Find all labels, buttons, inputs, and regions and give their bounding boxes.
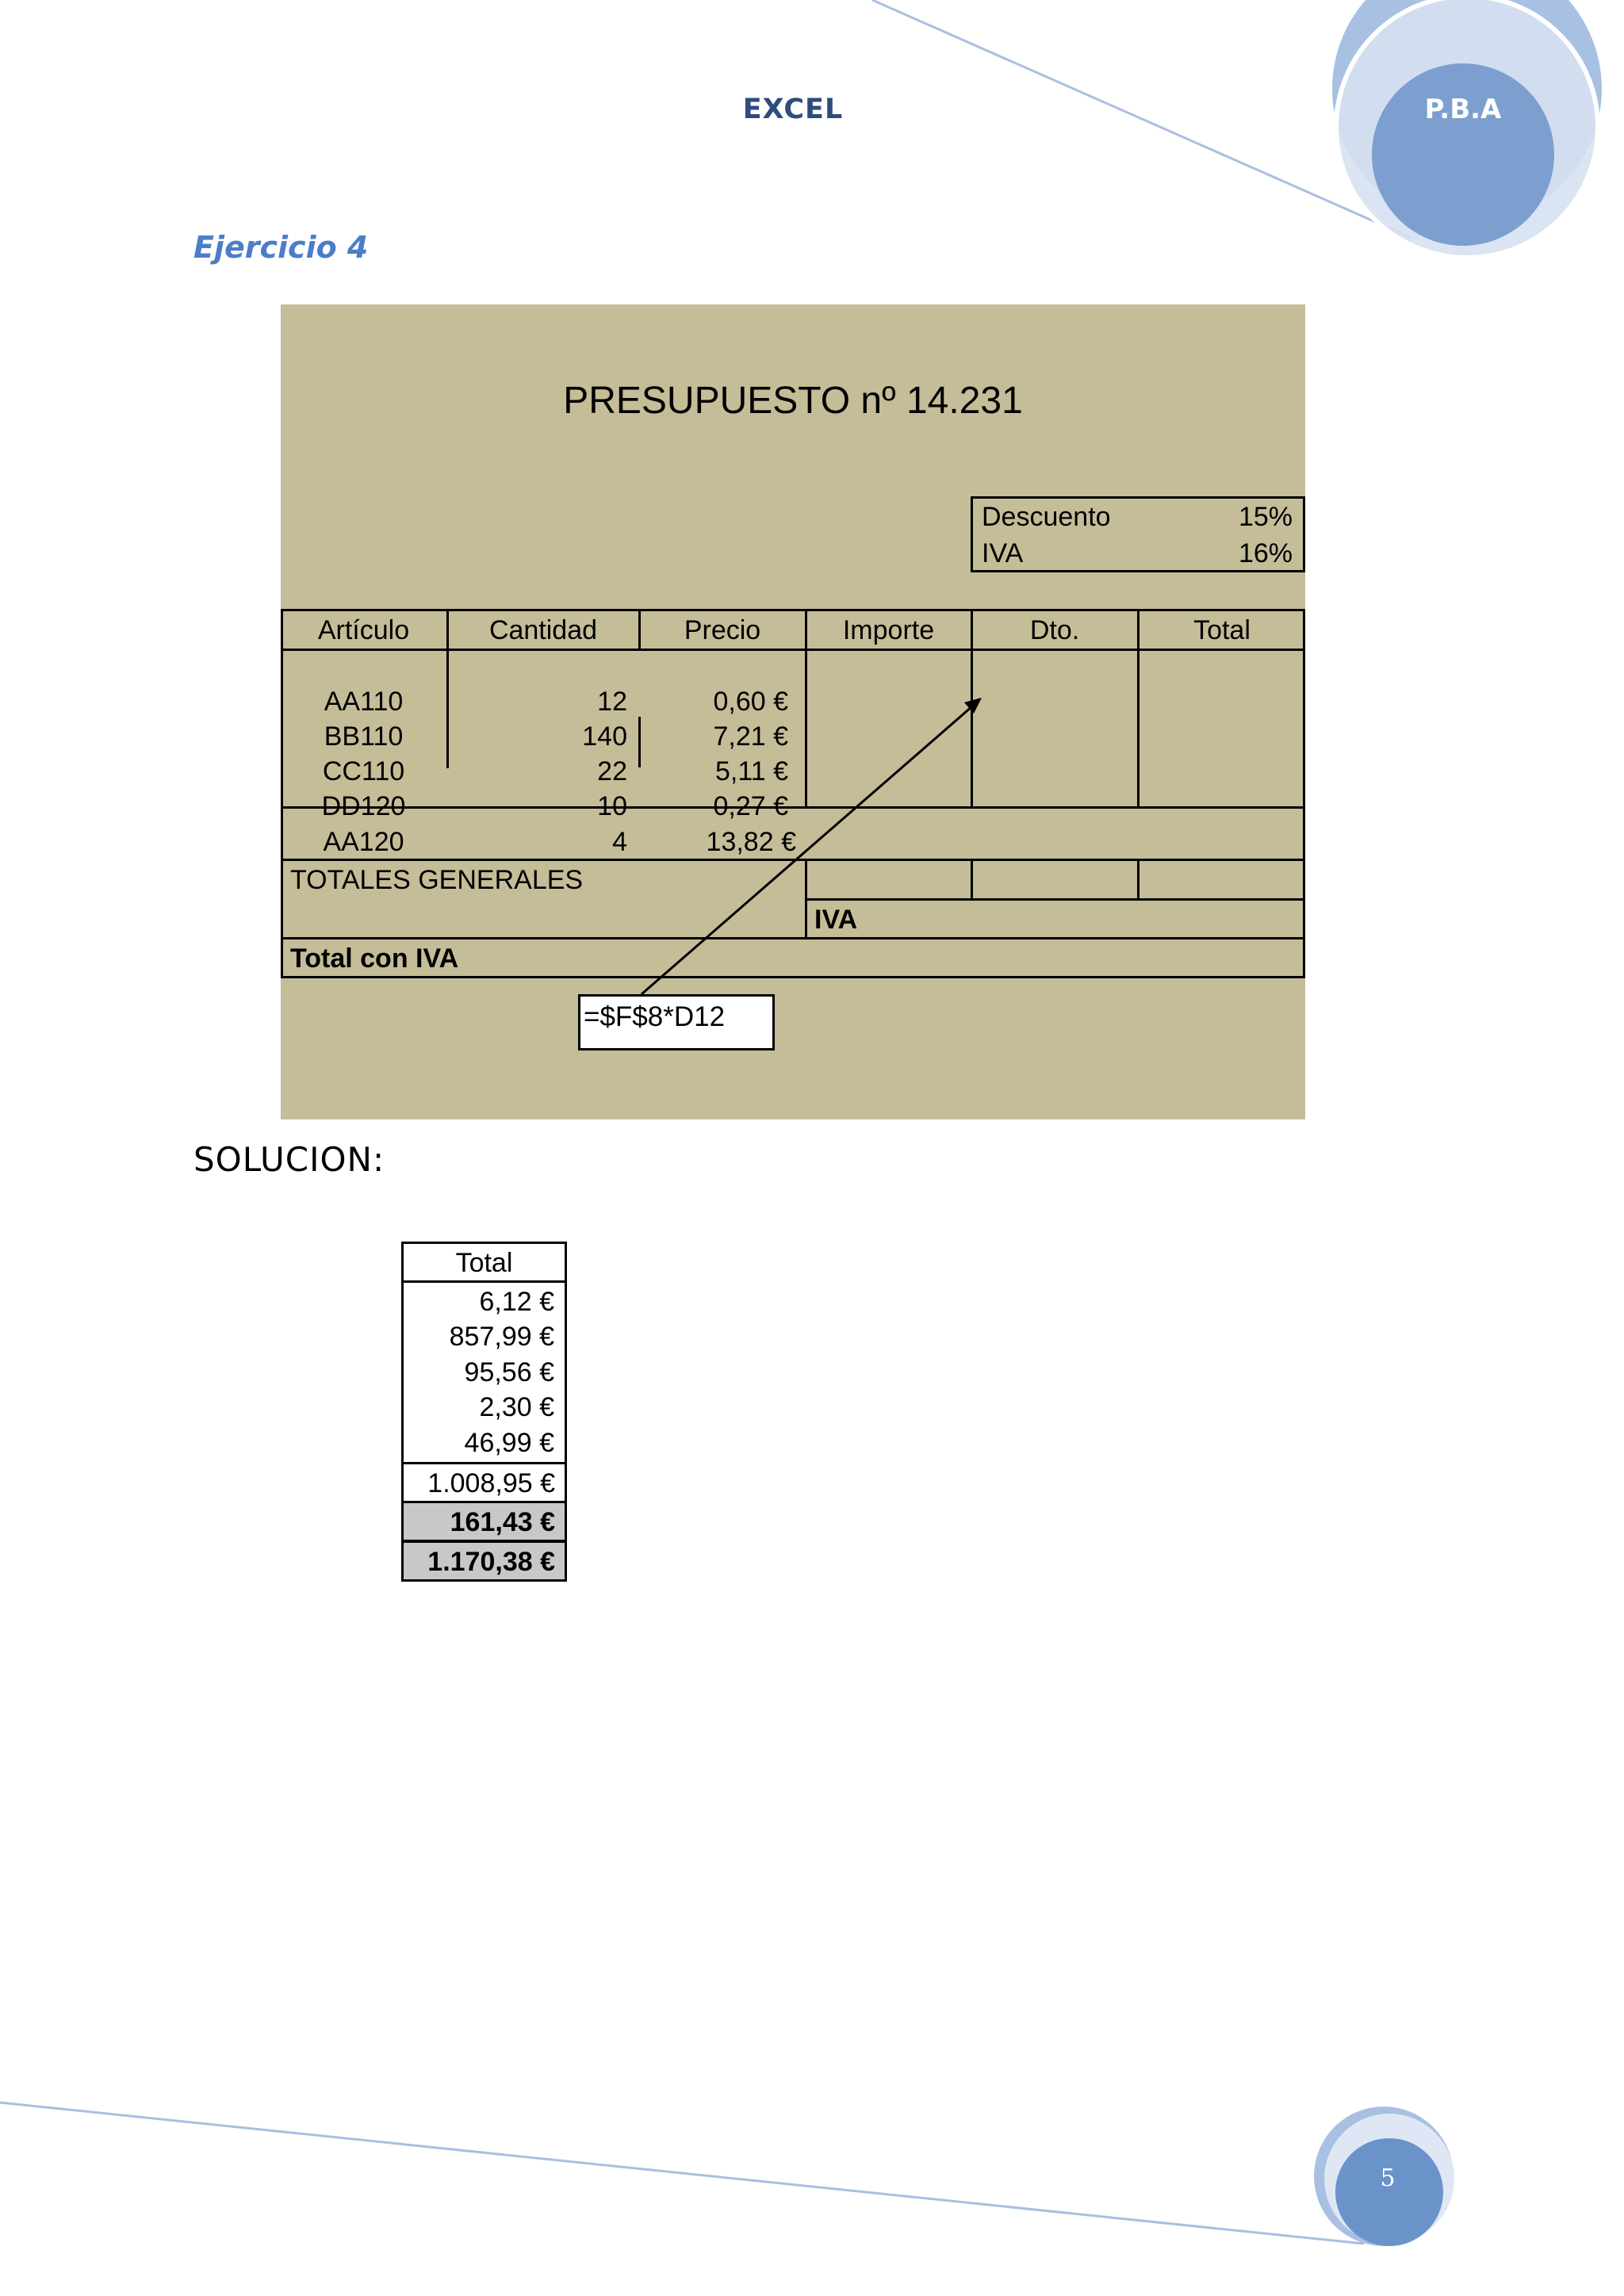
column-header: Artículo [317,615,410,645]
totals-label: TOTALES GENERALES [290,865,584,895]
solution-subtotal: 1.008,95 € [401,1462,567,1503]
solution-value: 857,99 € [449,1322,554,1352]
article-cell: BB110 [324,721,404,752]
param-value: 16% [1238,538,1293,568]
param-label: IVA [982,538,1024,568]
spreadsheet-image [281,304,1305,1119]
logo-text: P.B.A [1424,94,1502,125]
solution-value: 6,12 € [479,1287,554,1317]
solution-value: 2,30 € [479,1392,554,1422]
column-header: Total [1193,615,1251,645]
price-cell: 5,11 € [714,756,788,786]
formula-arrow [281,304,1305,1119]
column-header: Dto. [1029,615,1080,645]
column-header: Cantidad [488,615,598,645]
formula-box: =$F$8*D12 [578,994,775,1050]
iva-label: IVA [814,905,858,935]
article-cell: AA110 [324,687,404,717]
quantity-cell: 4 [612,827,627,857]
price-cell: 13,82 € [706,827,796,857]
solution-header: Total [401,1242,567,1283]
quantity-cell: 22 [597,756,627,786]
exercise-title: Ejercicio 4 [193,230,369,265]
solution-iva: 161,43 € [401,1501,567,1542]
quantity-cell: 10 [597,791,627,821]
param-label: Descuento [982,502,1111,532]
solution-value: 95,56 € [464,1357,554,1387]
column-header: Precio [684,615,761,645]
price-cell: 0,27 € [713,791,788,821]
param-value: 15% [1238,502,1293,532]
solution-label: SOLUCION: [193,1140,385,1179]
column-header: Importe [842,615,935,645]
article-cell: CC110 [322,756,405,786]
total-con-iva-label: Total con IVA [290,943,459,974]
quantity-cell: 140 [582,721,627,752]
header-title: EXCEL [742,94,844,125]
price-cell: 7,21 € [713,721,788,752]
solution-total: 1.170,38 € [401,1540,567,1582]
article-cell: AA120 [323,827,404,857]
price-cell: 0,60 € [713,687,788,717]
solution-value: 46,99 € [464,1428,554,1458]
page-number: 5 [1380,2164,1396,2192]
article-cell: DD120 [321,791,406,821]
budget-title: PRESUPUESTO nº 14.231 [563,380,1023,422]
quantity-cell: 12 [597,687,627,717]
